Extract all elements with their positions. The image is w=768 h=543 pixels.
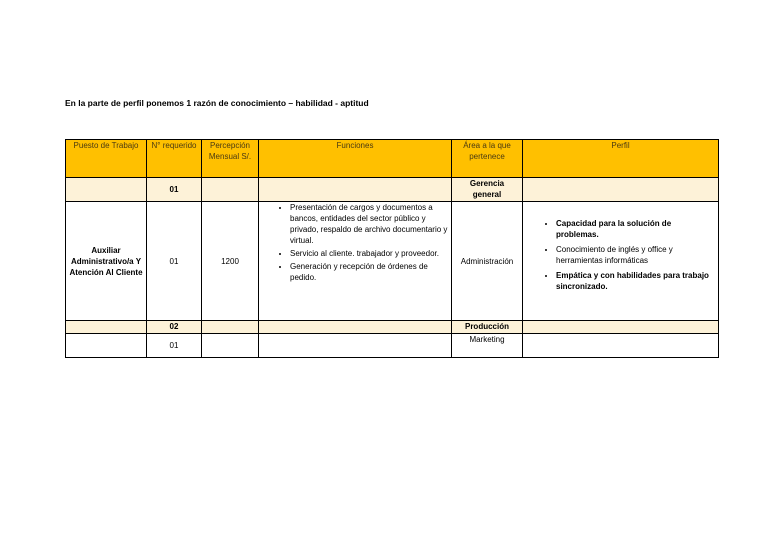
cell-requerido: 02 — [147, 321, 202, 334]
cell-percepcion — [202, 321, 259, 334]
cell-percepcion: 1200 — [202, 202, 259, 321]
cell-funciones — [259, 178, 452, 202]
header-area: Área a la que pertenece — [452, 140, 523, 178]
cell-puesto — [66, 321, 147, 334]
job-profile-table — [65, 139, 719, 358]
list-item: • Capacidad para la solución de problemas. — [556, 218, 715, 240]
cell-requerido: 01 — [147, 202, 202, 321]
perfil-list — [526, 218, 715, 292]
cell-requerido: 01 — [147, 178, 202, 202]
cell-puesto: Auxiliar Administrativo/a Y Atención Al Cliente — [66, 202, 147, 321]
cell-area: Marketing — [452, 334, 523, 358]
header-perfil: Perfil — [523, 140, 719, 178]
list-item: • Conocimiento de inglés y office y herramientas informáticas — [556, 244, 715, 266]
cell-funciones — [259, 334, 452, 358]
header-funciones: Funciones — [259, 140, 452, 178]
cell-requerido: 01 — [147, 334, 202, 358]
intro-text: En la parte de perfil ponemos 1 razón de conocimiento – habilidad - aptitud — [65, 98, 369, 108]
table-row — [66, 321, 719, 334]
cell-perfil — [523, 334, 719, 358]
list-item: • Generación y recepción de órdenes de pedido. — [290, 261, 448, 283]
list-item: • Servicio al cliente. trabajador y proveedor. — [290, 248, 448, 259]
cell-area: Producción — [452, 321, 523, 334]
cell-percepcion — [202, 334, 259, 358]
cell-percepcion — [202, 178, 259, 202]
funciones-list — [262, 202, 448, 283]
table-row — [66, 202, 719, 321]
cell-puesto — [66, 178, 147, 202]
header-puesto: Puesto de Trabajo — [66, 140, 147, 178]
cell-perfil — [523, 178, 719, 202]
cell-puesto — [66, 334, 147, 358]
cell-perfil — [523, 202, 719, 321]
cell-area: Gerencia general — [452, 178, 523, 202]
table-row — [66, 178, 719, 202]
header-requerido: N° requerido — [147, 140, 202, 178]
header-percepcion: Percepción Mensual S/. — [202, 140, 259, 178]
cell-funciones — [259, 202, 452, 321]
table-row — [66, 334, 719, 358]
cell-funciones — [259, 321, 452, 334]
cell-perfil — [523, 321, 719, 334]
list-item: • Empática y con habilidades para trabajo sincronizado. — [556, 270, 715, 292]
table-header-row — [66, 140, 719, 178]
cell-area: Administración — [452, 202, 523, 321]
list-item: • Presentación de cargos y documentos a bancos, entidades del sector público y privado, respaldo de archivo documentario y virtual. — [290, 202, 448, 246]
